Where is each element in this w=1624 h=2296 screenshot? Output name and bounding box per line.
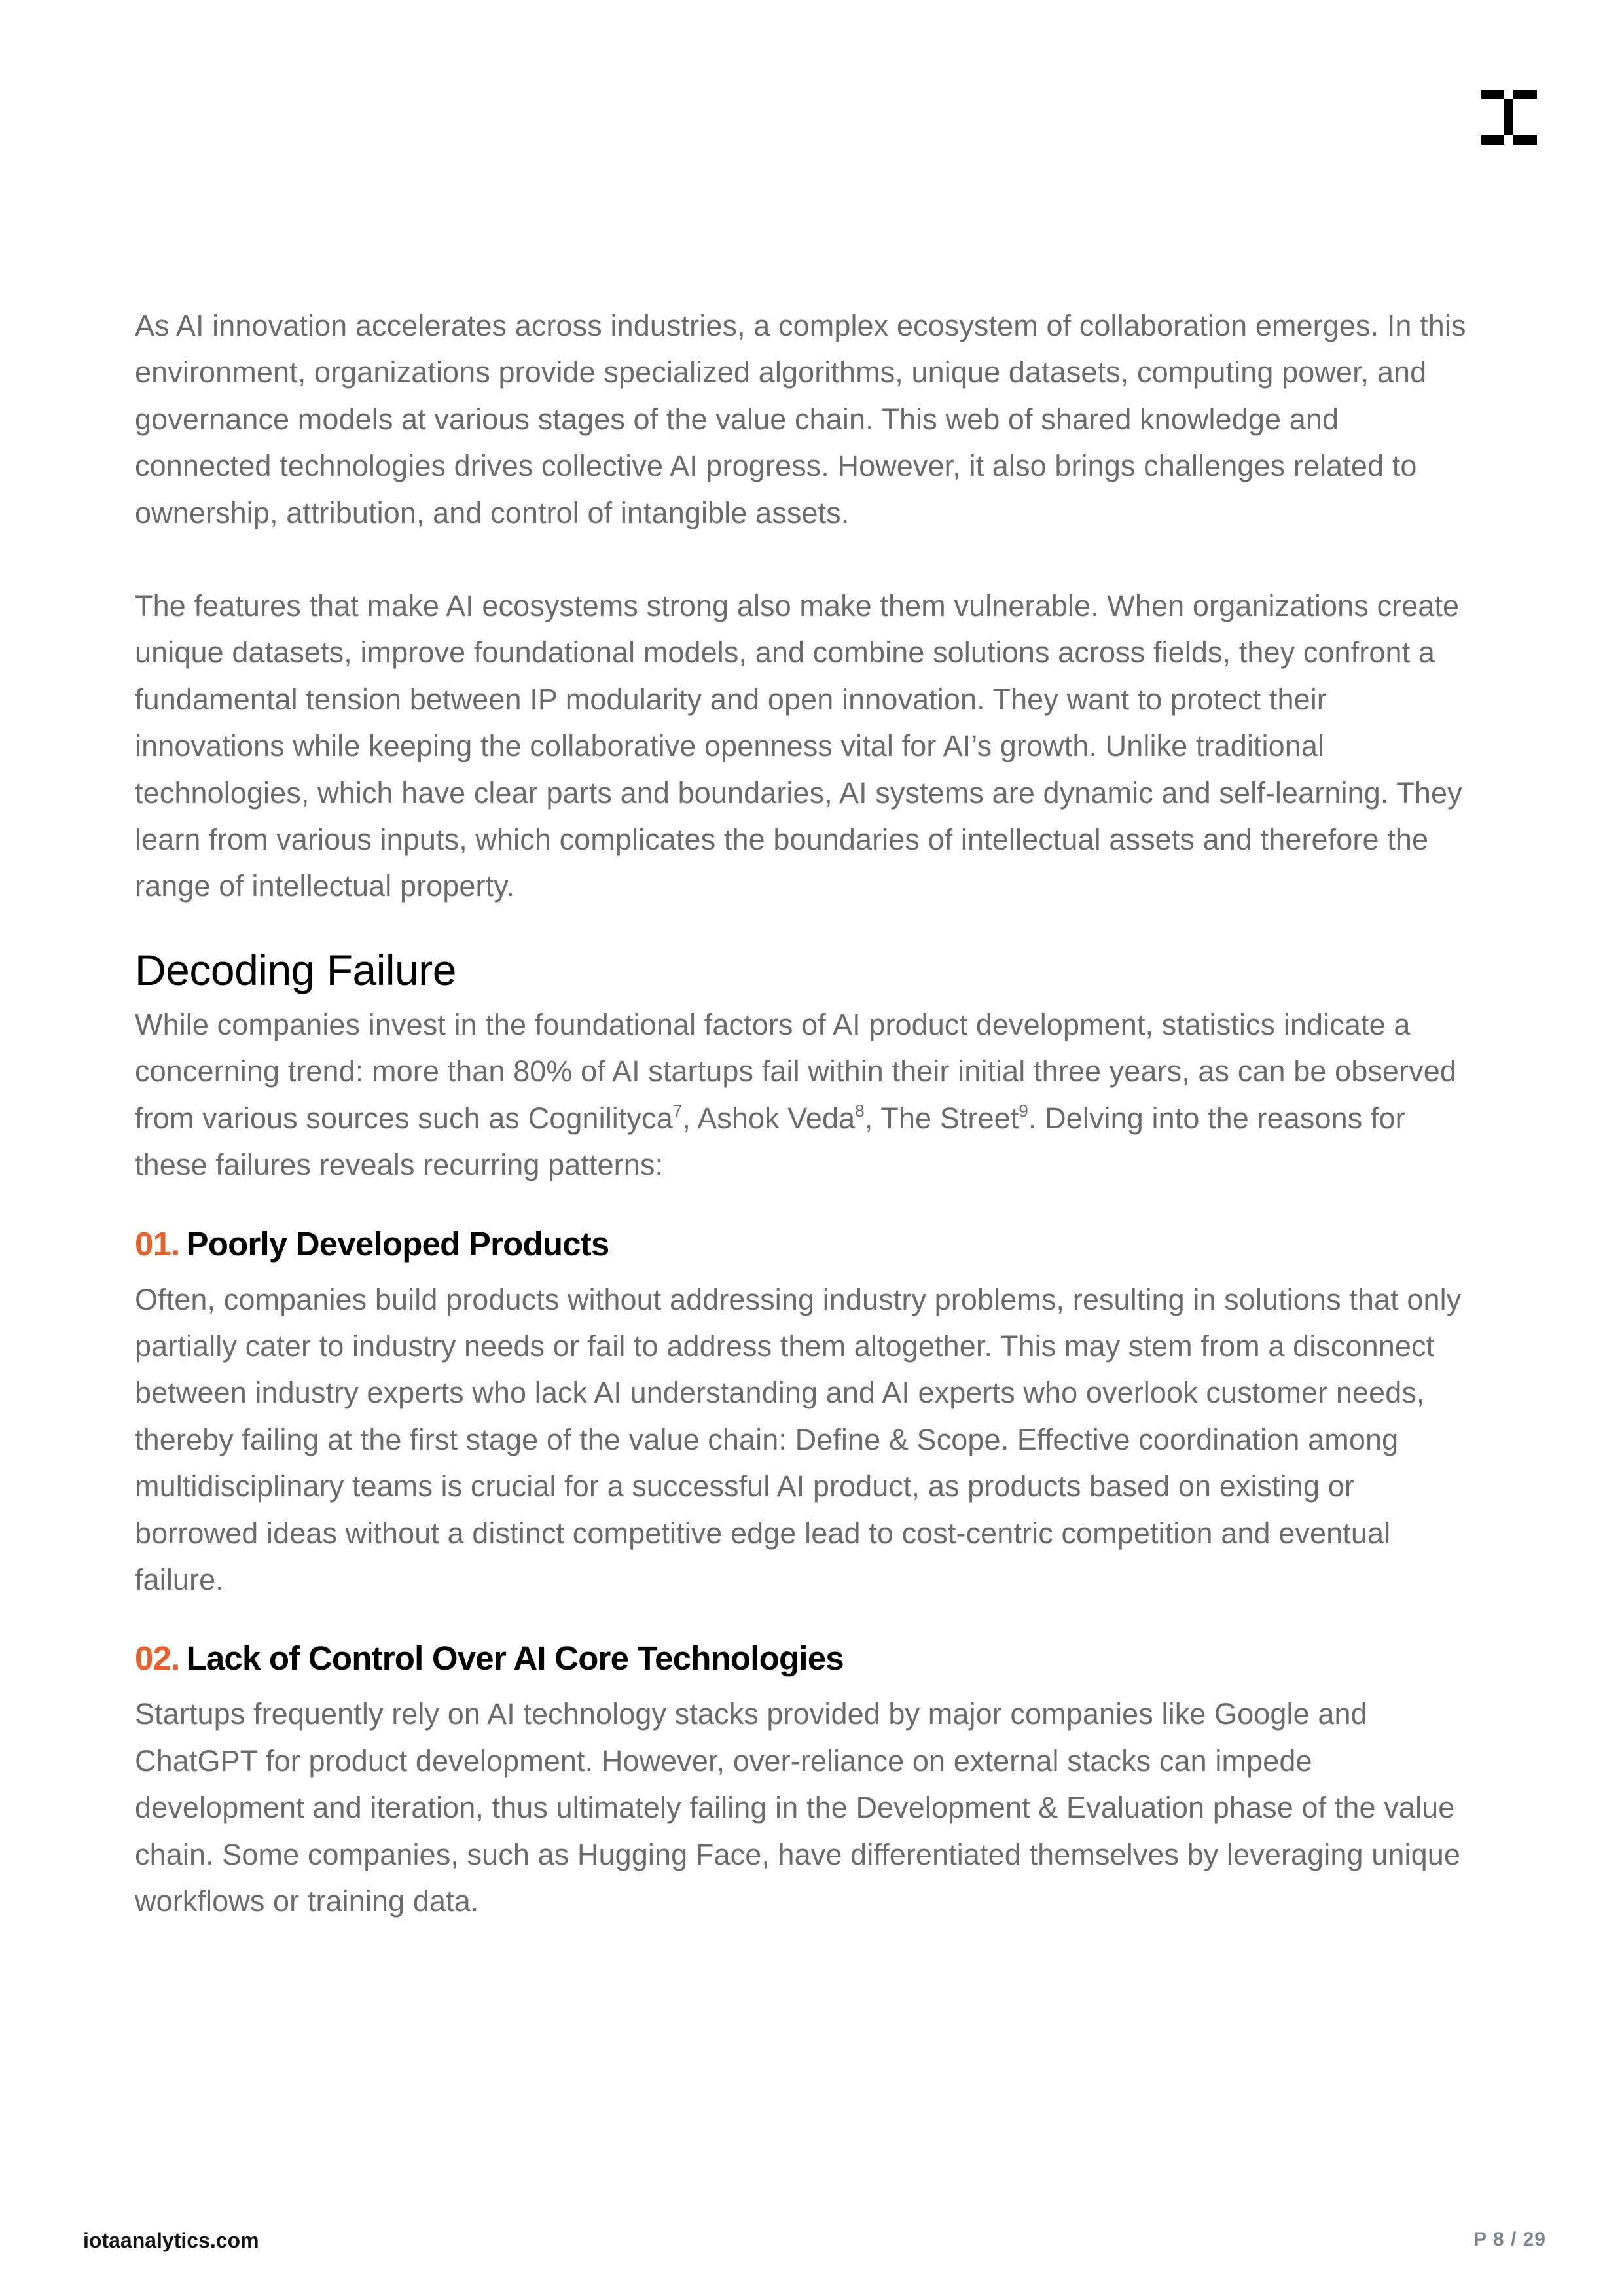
item-heading-01	[135, 1221, 1470, 1267]
item-number: 01.	[135, 1225, 180, 1263]
item-number: 02.	[135, 1640, 180, 1677]
footnote-ref-8[interactable]: 8	[855, 1100, 865, 1121]
footer-website-link[interactable]: iotaanalytics.com	[83, 2229, 259, 2252]
section-intro-paragraph: While companies invest in the foundational factors of AI product development, statistics indicate a concerning trend: more than 80% of AI startups fail within their initial three years, as can be observed from various sources such as Cognilityca$^7$, Ashok Veda$^8$, The Street$^9$. Delving into the reasons for these failures reveals recurring patterns:	[135, 1007, 1456, 1182]
item-body-02: Startups frequently rely on AI technology stacks provided by major companies like Google and ChatGPT for product development. However, over-reliance on external stacks can impede development and iteration, thus ultimately failing in the Development & Evaluation phase of the value chain. Some companies, such as Hugging Face, have differentiated themselves by leveraging unique workflows or training data.	[135, 1697, 1460, 1918]
item-body-01: Often, companies build products without addressing industry problems, resulting in solutions that only partially cater to industry needs or fail to address them altogether. This may stem from a disconnect between industry experts who lack AI understanding and AI experts who overlook customer needs, thereby failing at the first stage of the value chain: Define & Scope. Effective coordination among multidisciplinary teams is crucial for a successful AI product, as products based on existing or borrowed ideas without a distinct competitive edge lead to cost-centric competition and eventual failure.	[135, 1282, 1462, 1596]
section-title: Decoding Failure	[135, 945, 456, 994]
footnote-ref-7[interactable]: 7	[672, 1100, 683, 1121]
item-title: Poorly Developed Products	[186, 1225, 609, 1263]
intro-paragraph-2: The features that make AI ecosystems strong also make them vulnerable. When organizations create unique datasets, improve foundational models, and combine solutions across fields, they confront a fundamental tension between IP modularity and open innovation. They want to protect their innovations while keeping the collaborative openness vital for AI’s growth. Unlike traditional technologies, which have clear parts and boundaries, AI systems are dynamic and self-learning. They learn from various inputs, which complicates the boundaries of intellectual assets and therefore the range of intellectual property.	[135, 589, 1462, 903]
iota-bracket-logo-icon	[1481, 90, 1537, 146]
page-indicator: P 8 / 29	[1473, 2229, 1546, 2250]
intro-paragraph-1: As AI innovation accelerates across industries, a complex ecosystem of collaboration emerges. In this environment, organizations provide specialized algorithms, unique datasets, computing power, and governance models at various stages of the value chain. This web of shared knowledge and connected technologies drives collective AI progress. However, it also brings challenges related to ownership, attribution, and control of intangible assets.	[135, 309, 1466, 529]
page-content	[135, 302, 1470, 1924]
item-title: Lack of Control Over AI Core Technologies	[186, 1640, 844, 1677]
footnote-ref-9[interactable]: 9	[1019, 1100, 1028, 1121]
item-heading-02	[135, 1636, 1470, 1681]
